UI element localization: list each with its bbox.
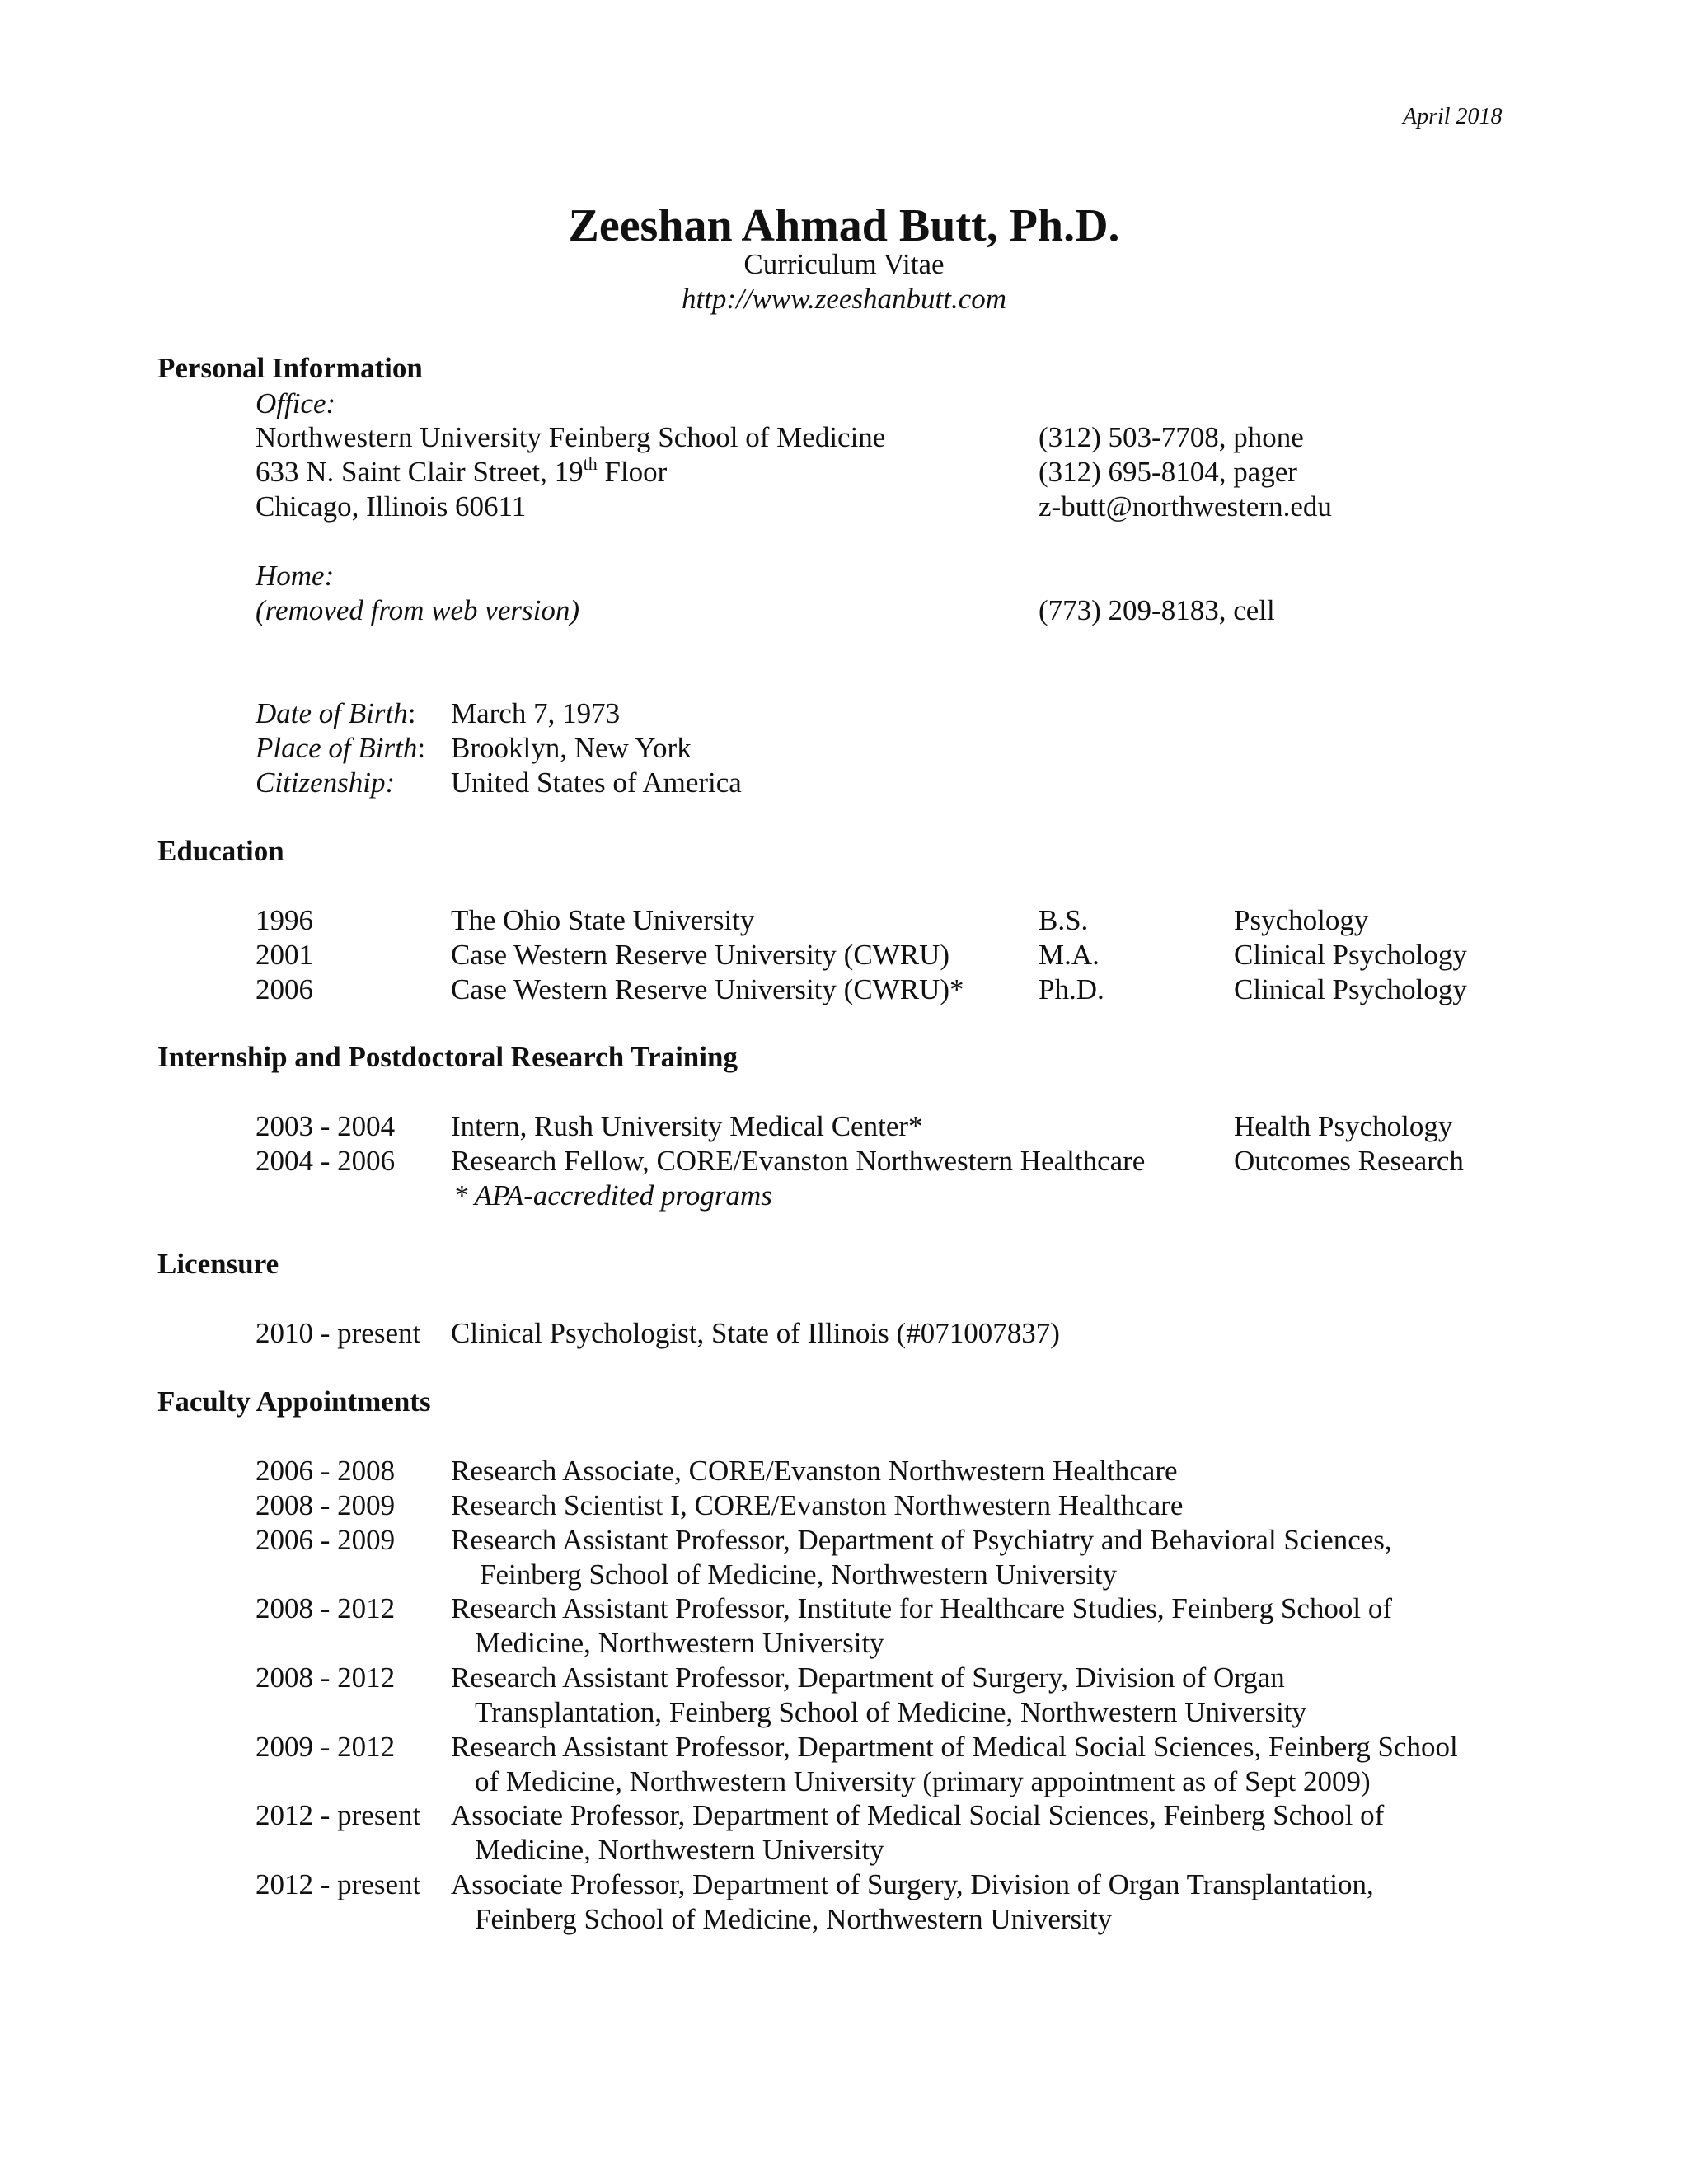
training-years: 2003 - 2004 bbox=[256, 1110, 396, 1142]
office-phone: (312) 503-7708, phone bbox=[1039, 421, 1304, 453]
office-address-line: Northwestern University Feinberg School of Medicine bbox=[256, 421, 886, 453]
licensure-years: 2010 - present bbox=[256, 1317, 421, 1349]
appointment-line-continued: of Medicine, Northwestern University (primary appointment as of Sept 2009) bbox=[475, 1765, 1371, 1797]
appointment-line: Associate Professor, Department of Surgery, Division of Organ Transplantation, bbox=[451, 1868, 1374, 1900]
office-label: Office: bbox=[256, 387, 336, 419]
section-heading-faculty: Faculty Appointments bbox=[157, 1385, 431, 1418]
appointment-line: Research Associate, CORE/Evanston Northwestern Healthcare bbox=[451, 1455, 1178, 1487]
appointment-line-continued: Medicine, Northwestern University bbox=[475, 1834, 884, 1866]
office-address-line: Chicago, Illinois 60611 bbox=[256, 490, 527, 523]
education-year: 2006 bbox=[256, 973, 313, 1005]
appointment-line: Research Scientist I, CORE/Evanston Northwestern Healthcare bbox=[451, 1489, 1184, 1521]
training-years: 2004 - 2006 bbox=[256, 1145, 396, 1177]
training-area: Outcomes Research bbox=[1234, 1145, 1464, 1177]
appointment-line: Research Assistant Professor, Department of Medical Social Sciences, Feinberg School bbox=[451, 1731, 1458, 1763]
appointment-years: 2008 - 2012 bbox=[256, 1661, 396, 1694]
education-year: 2001 bbox=[256, 939, 313, 971]
appointment-line-continued: Transplantation, Feinberg School of Medicine, Northwestern University bbox=[475, 1696, 1307, 1728]
appointment-years: 2009 - 2012 bbox=[256, 1731, 396, 1763]
appointment-line: Research Assistant Professor, Institute for Healthcare Studies, Feinberg School of bbox=[451, 1592, 1393, 1624]
education-school: The Ohio State University bbox=[451, 904, 755, 936]
training-position: Intern, Rush University Medical Center* bbox=[451, 1110, 923, 1142]
appointment-line-continued: Feinberg School of Medicine, Northwestern University bbox=[475, 1903, 1113, 1935]
office-address-floor: Floor bbox=[597, 456, 668, 488]
appointment-years: 2006 - 2009 bbox=[256, 1524, 396, 1556]
document-date: April 2018 bbox=[1403, 104, 1503, 129]
appointment-years: 2012 - present bbox=[256, 1799, 421, 1831]
education-field: Psychology bbox=[1234, 904, 1369, 936]
ordinal-suffix: th bbox=[583, 453, 598, 474]
education-degree: Ph.D. bbox=[1039, 973, 1104, 1005]
office-address-street: 633 N. Saint Clair Street, 19 bbox=[256, 456, 584, 488]
training-position: Research Fellow, CORE/Evanston Northwestern Healthcare bbox=[451, 1145, 1146, 1177]
education-field: Clinical Psychology bbox=[1234, 939, 1467, 971]
cv-subtitle: Curriculum Vitae bbox=[743, 248, 945, 280]
section-heading-education: Education bbox=[157, 835, 284, 867]
appointment-line-continued: Feinberg School of Medicine, Northwestern University bbox=[480, 1558, 1118, 1591]
education-year: 1996 bbox=[256, 904, 313, 936]
licensure-text: Clinical Psychologist, State of Illinois (#071007837) bbox=[451, 1317, 1060, 1349]
education-field: Clinical Psychology bbox=[1234, 973, 1467, 1005]
appointment-line: Research Assistant Professor, Department of Psychiatry and Behavioral Sciences, bbox=[451, 1524, 1392, 1556]
education-degree: M.A. bbox=[1039, 939, 1100, 971]
section-heading-licensure: Licensure bbox=[157, 1248, 279, 1280]
appointment-years: 2008 - 2009 bbox=[256, 1489, 396, 1521]
detail-value: Brooklyn, New York bbox=[451, 732, 692, 764]
detail-value: United States of America bbox=[451, 766, 742, 799]
appointment-years: 2008 - 2012 bbox=[256, 1592, 396, 1624]
appointment-line: Research Assistant Professor, Department of Surgery, Division of Organ bbox=[451, 1661, 1285, 1694]
home-label: Home: bbox=[256, 560, 335, 592]
office-pager: (312) 695-8104, pager bbox=[1039, 456, 1297, 488]
section-heading-personal: Personal Information bbox=[157, 352, 423, 384]
detail-value: March 7, 1973 bbox=[451, 697, 621, 729]
appointment-line: Associate Professor, Department of Medical Social Sciences, Feinberg School of bbox=[451, 1799, 1385, 1831]
appointment-years: 2006 - 2008 bbox=[256, 1455, 396, 1487]
section-heading-training: Internship and Postdoctoral Research Training bbox=[157, 1041, 738, 1073]
education-school: Case Western Reserve University (CWRU)* bbox=[451, 973, 964, 1005]
home-address: (removed from web version) bbox=[256, 594, 579, 626]
cv-name: Zeeshan Ahmad Butt, Ph.D. bbox=[568, 200, 1120, 251]
cv-website[interactable]: http://www.zeeshanbutt.com bbox=[681, 283, 1007, 315]
detail-label: Date of Birth: bbox=[256, 697, 416, 729]
appointment-line-continued: Medicine, Northwestern University bbox=[475, 1627, 884, 1659]
education-degree: B.S. bbox=[1039, 904, 1089, 936]
home-phone: (773) 209-8183, cell bbox=[1039, 594, 1275, 626]
office-address-line bbox=[256, 453, 668, 488]
training-area: Health Psychology bbox=[1234, 1110, 1453, 1142]
appointment-years: 2012 - present bbox=[256, 1868, 421, 1900]
office-email[interactable]: z-butt@northwestern.edu bbox=[1039, 490, 1332, 523]
detail-label: Place of Birth: bbox=[256, 732, 426, 764]
detail-label: Citizenship: bbox=[256, 766, 396, 799]
training-note: * APA-accredited programs bbox=[453, 1179, 772, 1212]
education-school: Case Western Reserve University (CWRU) bbox=[451, 939, 950, 971]
